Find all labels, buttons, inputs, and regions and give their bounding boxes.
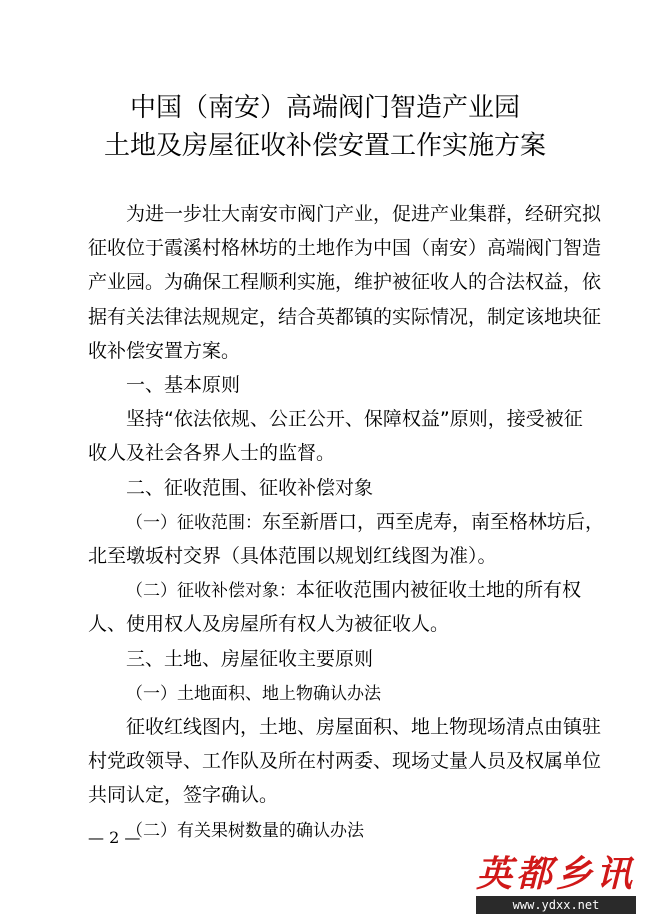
body-line bbox=[88, 711, 602, 744]
body-line bbox=[88, 266, 602, 299]
body-line bbox=[88, 574, 588, 607]
line-prefix: （二）征收补偿对象： bbox=[126, 581, 296, 601]
watermark-logo-text: 英都乡讯 bbox=[476, 853, 637, 895]
body-line bbox=[88, 779, 588, 812]
line-text: 坚持“依法依规、公正公开、保障权益”原则，接受被征 bbox=[126, 408, 583, 430]
line-text: 一、基本原则 bbox=[126, 374, 241, 396]
section-heading bbox=[88, 643, 588, 676]
subsection-heading bbox=[88, 814, 588, 847]
line-text: 收补偿安置方案。 bbox=[88, 340, 241, 362]
line-text: 三、土地、房屋征收主要原则 bbox=[126, 648, 374, 670]
site-watermark bbox=[476, 852, 636, 914]
line-text: 二、征收范围、征收补偿对象 bbox=[126, 477, 374, 499]
watermark-url: www.ydxx.net bbox=[476, 896, 636, 914]
line-text: 本征收范围内被征收土地的所有权 bbox=[296, 579, 582, 601]
line-prefix: （二）有关果树数量的确认办法 bbox=[126, 821, 364, 841]
line-prefix: （一）土地面积、地上物确认办法 bbox=[126, 684, 381, 704]
line-text: 共同认定，签字确认。 bbox=[88, 784, 279, 806]
body-line bbox=[88, 506, 605, 539]
line-text: 为进一步壮大南安市阀门产业，促进产业集群，经研究拟 bbox=[126, 203, 602, 225]
section-heading bbox=[88, 369, 588, 402]
line-text: 人、使用权人及房屋所有权人为被征收人。 bbox=[88, 613, 450, 635]
body-line bbox=[88, 301, 602, 334]
body-line bbox=[88, 608, 588, 641]
line-text: 收人及社会各界人士的监督。 bbox=[88, 442, 336, 464]
document-title-line-2: 土地及房屋征收补偿安置工作实施方案 bbox=[103, 131, 546, 161]
body-line bbox=[88, 198, 602, 231]
subsection-heading bbox=[88, 677, 588, 710]
line-text: 据有关法律法规规定，结合英都镇的实际情况，制定该地块征 bbox=[88, 306, 602, 328]
body-line bbox=[88, 335, 588, 368]
body-line bbox=[88, 437, 588, 470]
body-line bbox=[88, 232, 602, 265]
line-text: 征收位于霞溪村格林坊的土地作为中国（南安）高端阀门智造 bbox=[88, 237, 602, 259]
body-line bbox=[88, 540, 588, 573]
body-line bbox=[88, 403, 588, 436]
document-title-line-1: 中国（南安）高端阀门智造产业园 bbox=[129, 93, 520, 123]
line-prefix: （一）征收范围： bbox=[126, 513, 262, 533]
line-text: 征收红线图内，土地、房屋面积、地上物现场清点由镇驻 bbox=[126, 716, 602, 738]
body-line bbox=[88, 745, 602, 778]
line-text: 村党政领导、工作队及所在村两委、现场丈量人员及权属单位 bbox=[88, 750, 602, 772]
section-heading bbox=[88, 472, 588, 505]
page-number: — 2 — bbox=[88, 828, 141, 847]
line-text: 北至墩坂村交界（具体范围以规划红线图为准）。 bbox=[88, 545, 497, 567]
line-text: 东至新厝口，西至虎寿，南至格林坊后， bbox=[262, 511, 605, 533]
line-text: 产业园。为确保工程顺利实施，维护被征收人的合法权益，依 bbox=[88, 271, 602, 293]
